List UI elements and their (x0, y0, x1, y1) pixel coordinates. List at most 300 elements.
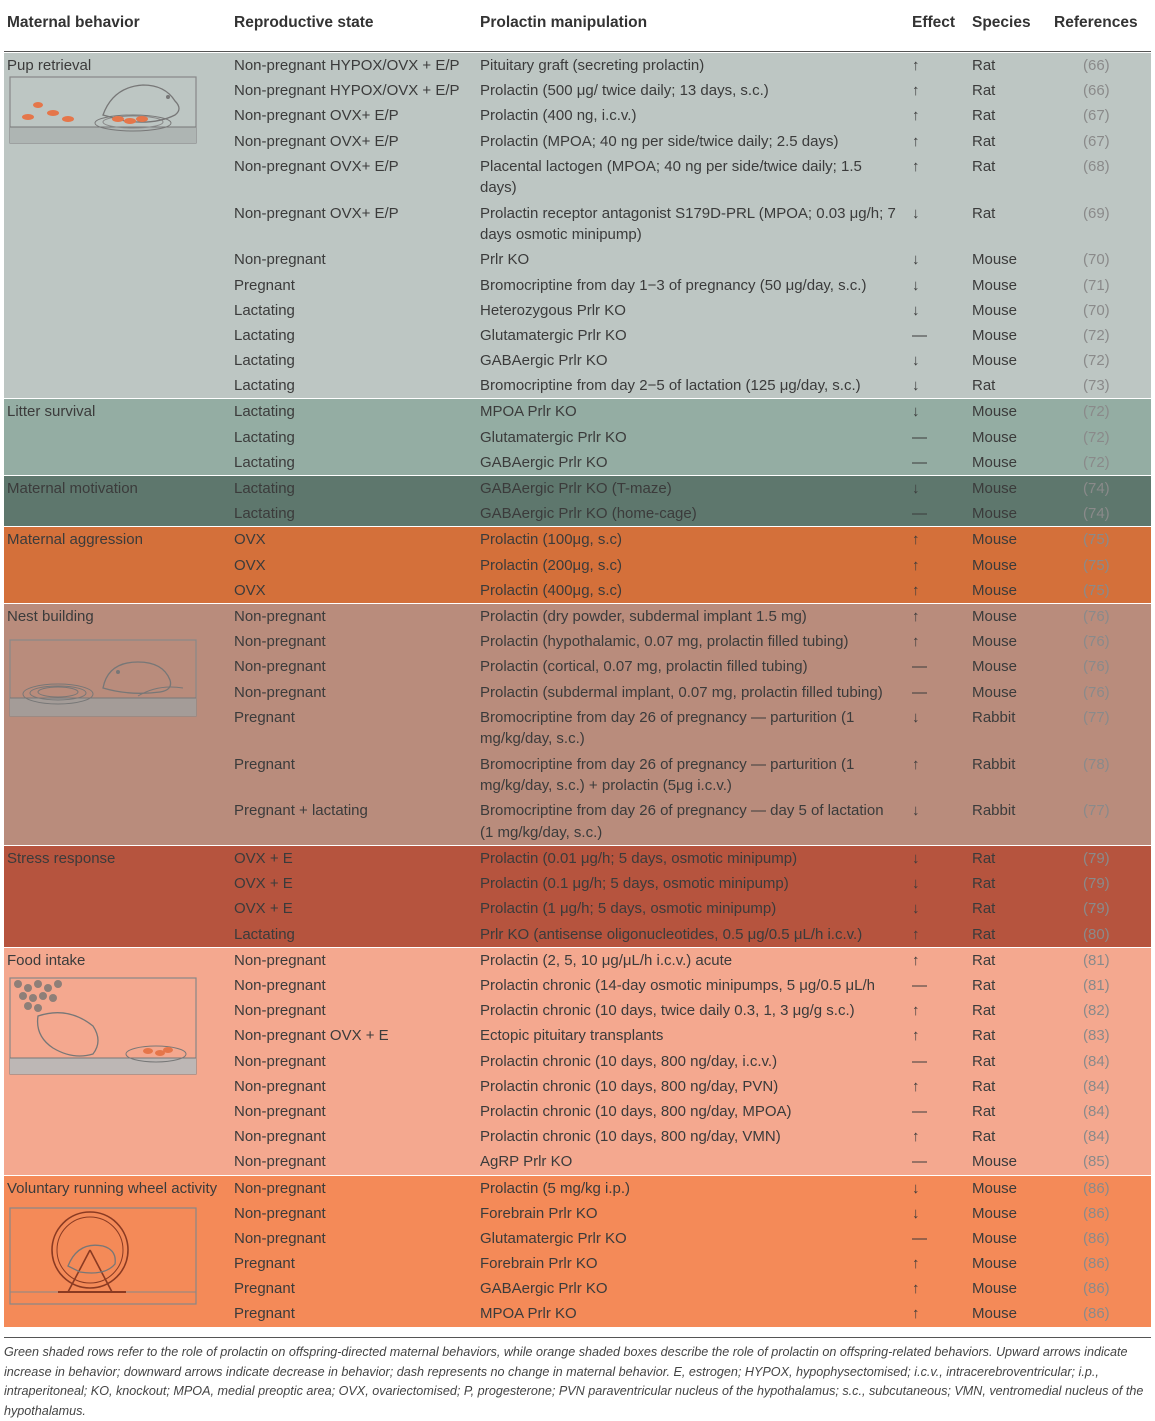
effect-cell: ↑ (912, 531, 920, 549)
effect-cell: — (912, 683, 927, 701)
species-cell: Mouse (972, 531, 1018, 549)
effect-cell: ↑ (912, 556, 920, 574)
table-row (4, 425, 1151, 450)
reference-cell[interactable]: (72) (1083, 352, 1110, 370)
effect-cell: — (912, 977, 927, 995)
manipulation-cell: Prolactin chronic (10 days, 800 ng/day, VMN) (480, 1128, 781, 1146)
reference-cell[interactable]: (79) (1083, 850, 1110, 868)
manipulation-cell: Prolactin (400μg, s.c) (480, 581, 623, 599)
header-reproductive-state: Reproductive state (234, 14, 374, 31)
manipulation-cell: Bromocriptine from day 1−3 of pregnancy (50 μg/day, s.c.) (480, 276, 867, 294)
table-row (4, 273, 1151, 298)
species-cell: Mouse (972, 428, 1018, 446)
header-maternal-behavior: Maternal behavior (7, 14, 140, 31)
effect-cell: ↑ (912, 755, 920, 773)
manipulation-cell: Placental lactogen (MPOA; 40 ng per side/twice daily; 1.5 days) (480, 157, 862, 197)
manipulation-cell: MPOA Prlr KO (480, 1305, 577, 1323)
table-row (4, 1149, 1151, 1174)
reproductive-state-cell: Pregnant (234, 1305, 295, 1323)
table-row (4, 201, 1151, 248)
reproductive-state-cell: Non-pregnant (234, 977, 326, 995)
effect-cell: ↑ (912, 607, 920, 625)
reference-cell[interactable]: (75) (1083, 581, 1110, 599)
reproductive-state-cell: Non-pregnant HYPOX/OVX + E/P (234, 82, 460, 100)
table-row (4, 553, 1151, 578)
reference-cell[interactable]: (81) (1083, 951, 1110, 969)
species-cell: Mouse (972, 251, 1018, 269)
behavior-group (4, 845, 1151, 947)
reproductive-state-cell: Non-pregnant (234, 633, 326, 651)
manipulation-cell: Prolactin receptor antagonist S179D-PRL (MPOA; 0.03 μg/h; 7 days osmotic minipump) (480, 204, 896, 244)
table-row (4, 1099, 1151, 1124)
reference-cell[interactable]: (71) (1083, 276, 1110, 294)
manipulation-cell: Glutamatergic Prlr KO (480, 326, 627, 344)
species-cell: Rat (972, 875, 996, 893)
reproductive-state-cell: Non-pregnant OVX + E (234, 1027, 389, 1045)
reference-cell[interactable]: (72) (1083, 326, 1110, 344)
reference-cell[interactable]: (78) (1083, 755, 1110, 773)
behavior-group (4, 398, 1151, 475)
effect-cell: ↑ (912, 1280, 920, 1298)
reference-cell[interactable]: (75) (1083, 556, 1110, 574)
species-cell: Rat (972, 82, 996, 100)
table-row (4, 1201, 1151, 1226)
effect-cell: — (912, 1153, 927, 1171)
effect-cell: ↑ (912, 57, 920, 74)
effect-cell: ↓ (912, 204, 920, 222)
manipulation-cell: GABAergic Prlr KO (home-cage) (480, 505, 697, 523)
behavior-group (4, 1175, 1151, 1327)
species-cell: Mouse (972, 607, 1018, 625)
behavior-name: Food intake (7, 951, 86, 969)
table-row (4, 948, 1151, 973)
table-row (4, 450, 1151, 475)
effect-cell: ↑ (912, 132, 920, 150)
species-cell: Mouse (972, 1280, 1018, 1298)
effect-cell: ↓ (912, 802, 920, 820)
effect-cell: ↑ (912, 1027, 920, 1045)
table-row (4, 154, 1151, 201)
behavior-name: Pup retrieval (7, 57, 92, 74)
table-row (4, 871, 1151, 896)
manipulation-cell: Bromocriptine from day 26 of pregnancy — parturition (1 mg/kg/day, s.c.) + prolactin (5μg i.c.v.) (480, 755, 855, 795)
manipulation-cell: GABAergic Prlr KO (T-maze) (480, 480, 672, 498)
manipulation-cell: Prolactin (5 mg/kg i.p.) (480, 1179, 631, 1197)
effect-cell: ↓ (912, 276, 920, 294)
manipulation-cell: Prolactin chronic (10 days, 800 ng/day, PVN) (480, 1077, 779, 1095)
reference-cell[interactable]: (79) (1083, 900, 1110, 918)
species-cell: Rat (972, 1052, 996, 1070)
reproductive-state-cell: Non-pregnant (234, 1179, 326, 1197)
table-row (4, 578, 1151, 603)
header-effect: Effect (912, 14, 956, 31)
reference-cell[interactable]: (76) (1083, 683, 1110, 701)
reproductive-state-cell: Pregnant (234, 755, 295, 773)
effect-cell: — (912, 1229, 927, 1247)
species-cell: Mouse (972, 1204, 1018, 1222)
reference-cell[interactable]: (66) (1083, 82, 1110, 100)
behavior-name: Nest building (7, 607, 94, 625)
species-cell: Mouse (972, 301, 1018, 319)
reference-cell[interactable]: (74) (1083, 505, 1110, 523)
manipulation-cell: Ectopic pituitary transplants (480, 1027, 664, 1045)
reproductive-state-cell: Pregnant (234, 276, 295, 294)
reference-cell[interactable]: (75) (1083, 531, 1110, 549)
table-row (4, 846, 1151, 871)
table-row (4, 476, 1151, 501)
reference-cell[interactable]: (72) (1083, 403, 1110, 421)
effect-cell: ↓ (912, 352, 920, 370)
reproductive-state-cell: Non-pregnant (234, 1128, 326, 1146)
behavior-name: Stress response (7, 850, 116, 868)
effect-cell: ↓ (912, 1204, 920, 1222)
reference-cell[interactable]: (84) (1083, 1102, 1110, 1120)
reproductive-state-cell: Non-pregnant (234, 658, 326, 676)
reference-cell[interactable]: (77) (1083, 708, 1110, 726)
effect-cell: ↑ (912, 1077, 920, 1095)
table-row (4, 103, 1151, 128)
effect-cell: ↓ (912, 708, 920, 726)
table-row (4, 129, 1151, 154)
behavior-group (4, 603, 1151, 845)
reproductive-state-cell: Pregnant (234, 708, 295, 726)
species-cell: Rat (972, 951, 996, 969)
reference-cell[interactable]: (68) (1083, 157, 1110, 175)
manipulation-cell: Bromocriptine from day 26 of pregnancy — parturition (1 mg/kg/day, s.c.) (480, 708, 855, 748)
table-caption: Green shaded rows refer to the role of prolactin on offspring-directed maternal behaviors, while orange shaded boxes describe the role of prolactin on offspring-related behaviors. Upward arrows indicate increase in behavior; downward arrows indicate decrease in behavior; dash represents no change in maternal behavior. E, estrogen; HYPOX, hypophysectomised; i.c.v., intracerebroventricular; i.p., intraperitoneal; KO, knockout; MPOA, medial preoptic area; OVX, ovariectomised; P, progesterone; PVN paraventricular nucleus of the hypothalamus; s.c., subcutaneous; VMN, ventromedial nucleus of the hypothalamus. (4, 1337, 1151, 1421)
species-cell: Mouse (972, 581, 1018, 599)
effect-cell: ↑ (912, 1128, 920, 1146)
effect-cell: ↓ (912, 301, 920, 319)
species-cell: Rabbit (972, 755, 1016, 773)
table-row (4, 323, 1151, 348)
manipulation-cell: Prolactin (0.01 μg/h; 5 days, osmotic minipump) (480, 850, 798, 868)
effect-cell: ↑ (912, 925, 920, 943)
species-cell: Rat (972, 1102, 996, 1120)
manipulation-cell: Bromocriptine from day 26 of pregnancy — day 5 of lactation (1 mg/kg/day, s.c.) (480, 802, 884, 841)
table-row (4, 798, 1151, 845)
reproductive-state-cell: Lactating (234, 403, 295, 421)
table-row (4, 373, 1151, 398)
reproductive-state-cell: OVX (234, 581, 266, 599)
table-row (4, 298, 1151, 323)
effect-cell: ↓ (912, 900, 920, 918)
manipulation-cell: Pituitary graft (secreting prolactin) (480, 57, 705, 74)
reference-cell[interactable]: (76) (1083, 658, 1110, 676)
effect-cell: — (912, 453, 927, 471)
manipulation-cell: Prolactin chronic (14-day osmotic minipumps, 5 μg/0.5 μL/h (480, 977, 875, 995)
manipulation-cell: Prolactin (1 μg/h; 5 days, osmotic minipump) (480, 900, 777, 918)
species-cell: Rat (972, 377, 996, 395)
table-row (4, 1276, 1151, 1301)
reproductive-state-cell: Pregnant (234, 1255, 295, 1273)
manipulation-cell: Prolactin chronic (10 days, twice daily 0.3, 1, 3 μg/g s.c.) (480, 1002, 855, 1020)
table-header (4, 5, 1151, 52)
species-cell: Rat (972, 132, 996, 150)
effect-cell: — (912, 428, 927, 446)
species-cell: Rat (972, 204, 996, 222)
reference-cell[interactable]: (70) (1083, 301, 1110, 319)
manipulation-cell: Prolactin (100μg, s.c) (480, 531, 623, 549)
behavior-name: Maternal aggression (7, 531, 143, 549)
manipulation-cell: Prolactin (500 μg/ twice daily; 13 days, s.c.) (480, 82, 769, 100)
species-cell: Mouse (972, 1255, 1018, 1273)
reproductive-state-cell: Non-pregnant (234, 1052, 326, 1070)
table-row (4, 527, 1151, 552)
effect-cell: — (912, 1052, 927, 1070)
manipulation-cell: Prolactin chronic (10 days, 800 ng/day, i.c.v.) (480, 1052, 778, 1070)
reproductive-state-cell: OVX (234, 556, 266, 574)
reference-cell[interactable]: (86) (1083, 1179, 1110, 1197)
species-cell: Mouse (972, 633, 1018, 651)
table-row (4, 1049, 1151, 1074)
table-row (4, 896, 1151, 921)
reference-cell[interactable]: (82) (1083, 1002, 1110, 1020)
manipulation-cell: AgRP Prlr KO (480, 1153, 573, 1171)
effect-cell: — (912, 1102, 927, 1120)
reproductive-state-cell: Non-pregnant OVX+ E/P (234, 132, 399, 150)
species-cell: Mouse (972, 1229, 1018, 1247)
reproductive-state-cell: Non-pregnant (234, 951, 326, 969)
species-cell: Rat (972, 977, 996, 995)
reproductive-state-cell: Lactating (234, 428, 295, 446)
species-cell: Rat (972, 107, 996, 125)
manipulation-cell: Forebrain Prlr KO (480, 1204, 598, 1222)
species-cell: Mouse (972, 1305, 1018, 1323)
species-cell: Rat (972, 57, 996, 74)
reproductive-state-cell: Non-pregnant OVX+ E/P (234, 157, 399, 175)
table-row (4, 1301, 1151, 1326)
species-cell: Rat (972, 1077, 996, 1095)
reproductive-state-cell: Pregnant (234, 1280, 295, 1298)
reproductive-state-cell: Lactating (234, 352, 295, 370)
reproductive-state-cell: Non-pregnant (234, 1229, 326, 1247)
reproductive-state-cell: OVX + E (234, 850, 293, 868)
species-cell: Rat (972, 850, 996, 868)
manipulation-cell: Glutamatergic Prlr KO (480, 428, 627, 446)
effect-cell: ↓ (912, 850, 920, 868)
species-cell: Mouse (972, 683, 1018, 701)
manipulation-cell: Prolactin (cortical, 0.07 mg, prolactin filled tubing) (480, 658, 808, 676)
reference-cell[interactable]: (70) (1083, 251, 1110, 269)
header-species: Species (972, 14, 1031, 31)
table-row (4, 654, 1151, 679)
behavior-group (4, 526, 1151, 603)
species-cell: Rat (972, 157, 996, 175)
reference-cell[interactable]: (73) (1083, 377, 1110, 395)
reproductive-state-cell: Non-pregnant (234, 1002, 326, 1020)
table-row (4, 78, 1151, 103)
effect-cell: ↓ (912, 875, 920, 893)
reference-cell[interactable]: (76) (1083, 633, 1110, 651)
reproductive-state-cell: OVX + E (234, 875, 293, 893)
reproductive-state-cell: Lactating (234, 480, 295, 498)
reproductive-state-cell: OVX + E (234, 900, 293, 918)
reference-cell[interactable]: (84) (1083, 1077, 1110, 1095)
table-row (4, 247, 1151, 272)
manipulation-cell: GABAergic Prlr KO (480, 352, 608, 370)
table-row (4, 680, 1151, 705)
reference-cell[interactable]: (85) (1083, 1153, 1110, 1171)
reference-cell[interactable]: (72) (1083, 453, 1110, 471)
table-row (4, 1226, 1151, 1251)
reference-cell[interactable]: (86) (1083, 1305, 1110, 1323)
reference-cell[interactable]: (77) (1083, 802, 1110, 820)
effect-cell: ↑ (912, 633, 920, 651)
reproductive-state-cell: Pregnant + lactating (234, 802, 368, 820)
effect-cell: ↑ (912, 107, 920, 125)
species-cell: Mouse (972, 556, 1018, 574)
reference-cell[interactable]: (80) (1083, 925, 1110, 943)
reference-cell[interactable]: (86) (1083, 1280, 1110, 1298)
effect-cell: ↓ (912, 377, 920, 395)
manipulation-cell: Prolactin (hypothalamic, 0.07 mg, prolactin filled tubing) (480, 633, 849, 651)
effect-cell: ↑ (912, 1255, 920, 1273)
manipulation-cell: MPOA Prlr KO (480, 403, 577, 421)
header-references: References (1054, 14, 1138, 31)
effect-cell: ↓ (912, 1179, 920, 1197)
table-row (4, 629, 1151, 654)
reference-cell[interactable]: (84) (1083, 1052, 1110, 1070)
reproductive-state-cell: OVX (234, 531, 266, 549)
prolactin-table (4, 5, 1151, 1327)
species-cell: Rat (972, 900, 996, 918)
behavior-name: Voluntary running wheel activity (7, 1179, 218, 1197)
table-row (4, 501, 1151, 526)
species-cell: Rat (972, 1128, 996, 1146)
reproductive-state-cell: Non-pregnant HYPOX/OVX + E/P (234, 57, 460, 74)
reproductive-state-cell: Lactating (234, 453, 295, 471)
effect-cell: ↓ (912, 251, 920, 269)
species-cell: Mouse (972, 276, 1018, 294)
table-row (4, 752, 1151, 799)
reproductive-state-cell: Lactating (234, 377, 295, 395)
reproductive-state-cell: Lactating (234, 925, 295, 943)
behavior-name: Maternal motivation (7, 480, 138, 498)
effect-cell: ↑ (912, 581, 920, 599)
reproductive-state-cell: Lactating (234, 301, 295, 319)
reproductive-state-cell: Non-pregnant OVX+ E/P (234, 107, 399, 125)
species-cell: Mouse (972, 403, 1018, 421)
manipulation-cell: GABAergic Prlr KO (480, 1280, 608, 1298)
table-row (4, 1176, 1151, 1201)
behavior-group (4, 475, 1151, 526)
manipulation-cell: Prolactin (400 ng, i.c.v.) (480, 107, 637, 125)
manipulation-cell: Prolactin (0.1 μg/h; 5 days, osmotic minipump) (480, 875, 789, 893)
manipulation-cell: Heterozygous Prlr KO (480, 301, 626, 319)
species-cell: Rat (972, 1002, 996, 1020)
effect-cell: ↑ (912, 157, 920, 175)
effect-cell: ↑ (912, 1305, 920, 1323)
reference-cell[interactable]: (76) (1083, 607, 1110, 625)
reproductive-state-cell: Non-pregnant (234, 251, 326, 269)
manipulation-cell: Forebrain Prlr KO (480, 1255, 598, 1273)
species-cell: Mouse (972, 505, 1018, 523)
table-row (4, 1074, 1151, 1099)
table-body (4, 52, 1151, 1327)
manipulation-cell: Prolactin (dry powder, subdermal implant 1.5 mg) (480, 607, 807, 625)
effect-cell: — (912, 326, 927, 344)
reproductive-state-cell: Non-pregnant OVX+ E/P (234, 204, 399, 222)
behavior-group (4, 947, 1151, 1175)
reference-cell[interactable]: (81) (1083, 977, 1110, 995)
manipulation-cell: Prolactin (2, 5, 10 μg/μL/h i.c.v.) acute (480, 951, 733, 969)
manipulation-cell: Prlr KO (antisense oligonucleotides, 0.5 μg/0.5 μL/h i.c.v.) (480, 925, 863, 943)
manipulation-cell: Prolactin (200μg, s.c) (480, 556, 623, 574)
manipulation-cell: Prolactin chronic (10 days, 800 ng/day, MPOA) (480, 1102, 792, 1120)
species-cell: Rabbit (972, 802, 1016, 820)
table-row (4, 53, 1151, 78)
table-row (4, 1124, 1151, 1149)
reference-cell[interactable]: (86) (1083, 1255, 1110, 1273)
reference-cell[interactable]: (86) (1083, 1204, 1110, 1222)
effect-cell: ↓ (912, 403, 920, 421)
species-cell: Mouse (972, 326, 1018, 344)
effect-cell: ↓ (912, 480, 920, 498)
table-row (4, 973, 1151, 998)
reproductive-state-cell: Lactating (234, 326, 295, 344)
reference-cell[interactable]: (72) (1083, 428, 1110, 446)
behavior-name: Litter survival (7, 403, 96, 421)
manipulation-cell: Prolactin (MPOA; 40 ng per side/twice daily; 2.5 days) (480, 132, 839, 150)
reference-cell[interactable]: (83) (1083, 1027, 1110, 1045)
table-row (4, 348, 1151, 373)
species-cell: Mouse (972, 480, 1018, 498)
reproductive-state-cell: Lactating (234, 505, 295, 523)
reference-cell[interactable]: (66) (1083, 57, 1110, 74)
behavior-group (4, 52, 1151, 398)
species-cell: Rat (972, 1027, 996, 1045)
reference-cell[interactable]: (74) (1083, 480, 1110, 498)
manipulation-cell: Prlr KO (480, 251, 530, 269)
reproductive-state-cell: Non-pregnant (234, 1153, 326, 1171)
species-cell: Rabbit (972, 708, 1016, 726)
reference-cell[interactable]: (67) (1083, 132, 1110, 150)
header-prolactin-manipulation: Prolactin manipulation (480, 14, 648, 31)
manipulation-cell: Prolactin (subdermal implant, 0.07 mg, prolactin filled tubing) (480, 683, 883, 701)
reference-cell[interactable]: (86) (1083, 1229, 1110, 1247)
table-row (4, 705, 1151, 752)
reference-cell[interactable]: (79) (1083, 875, 1110, 893)
table-row (4, 922, 1151, 947)
species-cell: Mouse (972, 453, 1018, 471)
species-cell: Mouse (972, 1153, 1018, 1171)
reproductive-state-cell: Non-pregnant (234, 1102, 326, 1120)
reference-cell[interactable]: (67) (1083, 107, 1110, 125)
reproductive-state-cell: Non-pregnant (234, 683, 326, 701)
table-row (4, 604, 1151, 629)
species-cell: Mouse (972, 658, 1018, 676)
effect-cell: ↑ (912, 951, 920, 969)
manipulation-cell: GABAergic Prlr KO (480, 453, 608, 471)
manipulation-cell: Glutamatergic Prlr KO (480, 1229, 627, 1247)
reference-cell[interactable]: (69) (1083, 204, 1110, 222)
reproductive-state-cell: Non-pregnant (234, 607, 326, 625)
effect-cell: ↑ (912, 82, 920, 100)
table-row (4, 1023, 1151, 1048)
reproductive-state-cell: Non-pregnant (234, 1077, 326, 1095)
reference-cell[interactable]: (84) (1083, 1128, 1110, 1146)
table-row (4, 1251, 1151, 1276)
species-cell: Mouse (972, 352, 1018, 370)
table-row (4, 998, 1151, 1023)
manipulation-cell: Bromocriptine from day 2−5 of lactation (125 μg/day, s.c.) (480, 377, 861, 395)
effect-cell: ↑ (912, 1002, 920, 1020)
effect-cell: — (912, 505, 927, 523)
species-cell: Rat (972, 925, 996, 943)
species-cell: Mouse (972, 1179, 1018, 1197)
reproductive-state-cell: Non-pregnant (234, 1204, 326, 1222)
